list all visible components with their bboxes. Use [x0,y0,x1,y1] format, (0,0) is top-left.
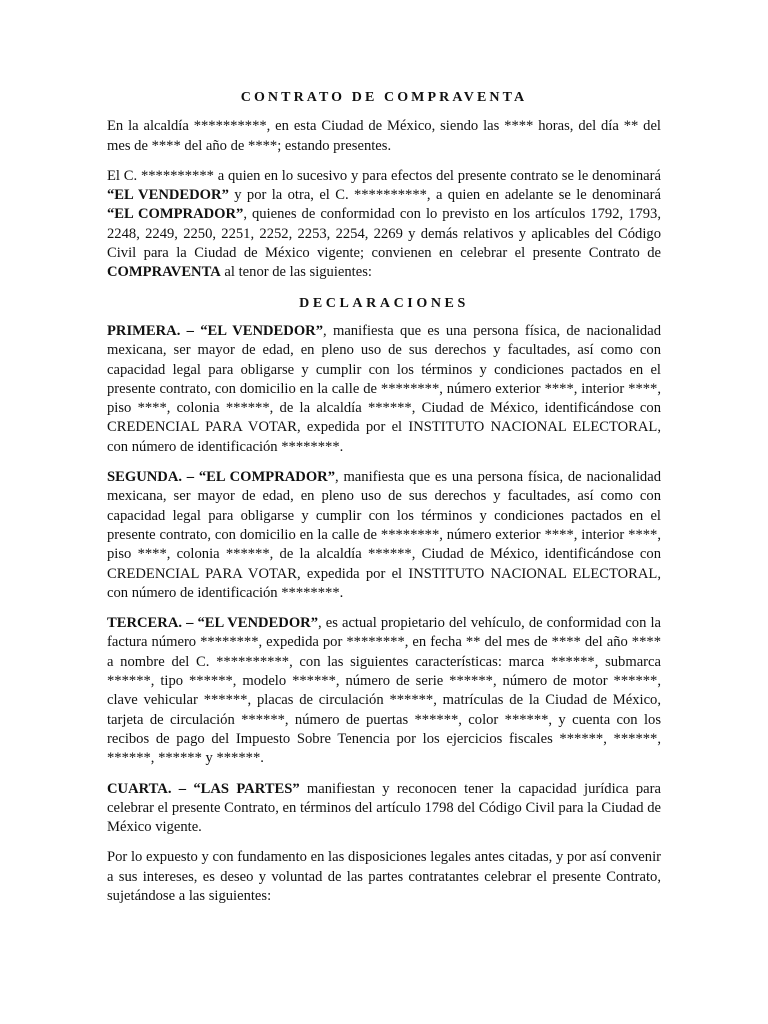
declaration-label: TERCERA. – “EL VENDEDOR” [107,615,319,632]
declaration-segunda [107,468,661,603]
declaration-text: , es actual propietario del vehículo, de conformidad con la factura número ********, expedida por ********, en fecha ** del mes de **** del año **** a nombre del C. **********, con las siguientes características: marca ******, submarca ******, tipo ******, modelo ******, número de serie ******, número de motor ******, clave vehicular ******, placas de circulación ******, matrículas de la Ciudad de México, tarjeta de circulación ******, número de puertas ******, color ******, y cuenta con los recibos de pago del Impuesto Sobre Tenencia por los ejercicios fiscales ******, ******, ******, ****** y ******. [107,615,661,767]
contract-type: COMPRAVENTA [107,264,221,281]
parties-text-3: , quienes de conformidad con lo previsto en los artículos 1792, 1793, 2248, 2249, 2250, 2251, 2252, 2253, 2254, 2269 y demás relativos y aplicables del Código Civil para la Ciudad de México vigente; convienen en celebrar el presente Contrato de [107,206,661,262]
declaration-label: SEGUNDA. – “EL COMPRADOR” [107,469,336,486]
declaration-cuarta [107,780,661,838]
declaration-text: , manifiesta que es una persona física, de nacionalidad mexicana, ser mayor de edad, en pleno uso de sus derechos y facultades, así como con capacidad legal para obligarse y cumplir con los términos y condiciones pactados en el presente contrato, con domicilio en la calle de ********, número exterior ****, interior ****, piso ****, colonia ******, de la alcaldía ******, Ciudad de México, identificándose con CREDENCIAL PARA VOTAR, expedida por el INSTITUTO NACIONAL ELECTORAL, con número de identificación ********. [107,322,661,455]
intro-paragraph: En la alcaldía **********, en esta Ciudad de México, siendo las **** horas, del día ** del mes de **** del año de ****; estando presentes. [107,118,661,154]
buyer-label: “EL COMPRADOR” [107,206,244,223]
declaration-text: manifiestan y reconocen tener la capacidad jurídica para celebrar el presente Contrato, en términos del artículo 1798 del Código Civil para la Ciudad de México vigente. [107,780,661,836]
parties-text-2: y por la otra, el C. **********, a quien en adelante se le denominará [228,187,661,204]
document-page [107,88,661,917]
parties-text-4: al tenor de las siguientes: [220,264,372,281]
declaration-primera [107,322,661,457]
declaration-text: , manifiesta que es una persona física, de nacionalidad mexicana, ser mayor de edad, en pleno uso de sus derechos y facultades, así como con capacidad legal para obligarse y cumplir con los términos y condiciones pactados en el presente contrato, con domicilio en la calle de ********, número exterior ****, interior ****, piso ****, colonia ******, de la alcaldía ******, Ciudad de México, identificándose con CREDENCIAL PARA VOTAR, expedida por el INSTITUTO NACIONAL ELECTORAL, con número de identificación ********. [107,469,662,601]
declaration-label: PRIMERA. – “EL VENDEDOR” [107,322,324,339]
closing-paragraph: Por lo expuesto y con fundamento en las disposiciones legales antes citadas, y por así convenir a sus intereses, es deseo y voluntad de las partes contratantes celebrar el presente Contrato, sujetándose a las siguientes: [107,849,661,904]
declaration-label: CUARTA. – “LAS PARTES” [107,780,300,797]
document-title: CONTRATO DE COMPRAVENTA [240,90,528,105]
parties-paragraph [107,167,661,283]
declarations-heading: DECLARACIONES [299,295,469,311]
parties-text-1: El C. ********** a quien en lo sucesivo y para efectos del presente contrato se le denominará [107,167,661,184]
seller-label: “EL VENDEDOR” [107,187,229,204]
declaration-tercera [107,614,661,768]
